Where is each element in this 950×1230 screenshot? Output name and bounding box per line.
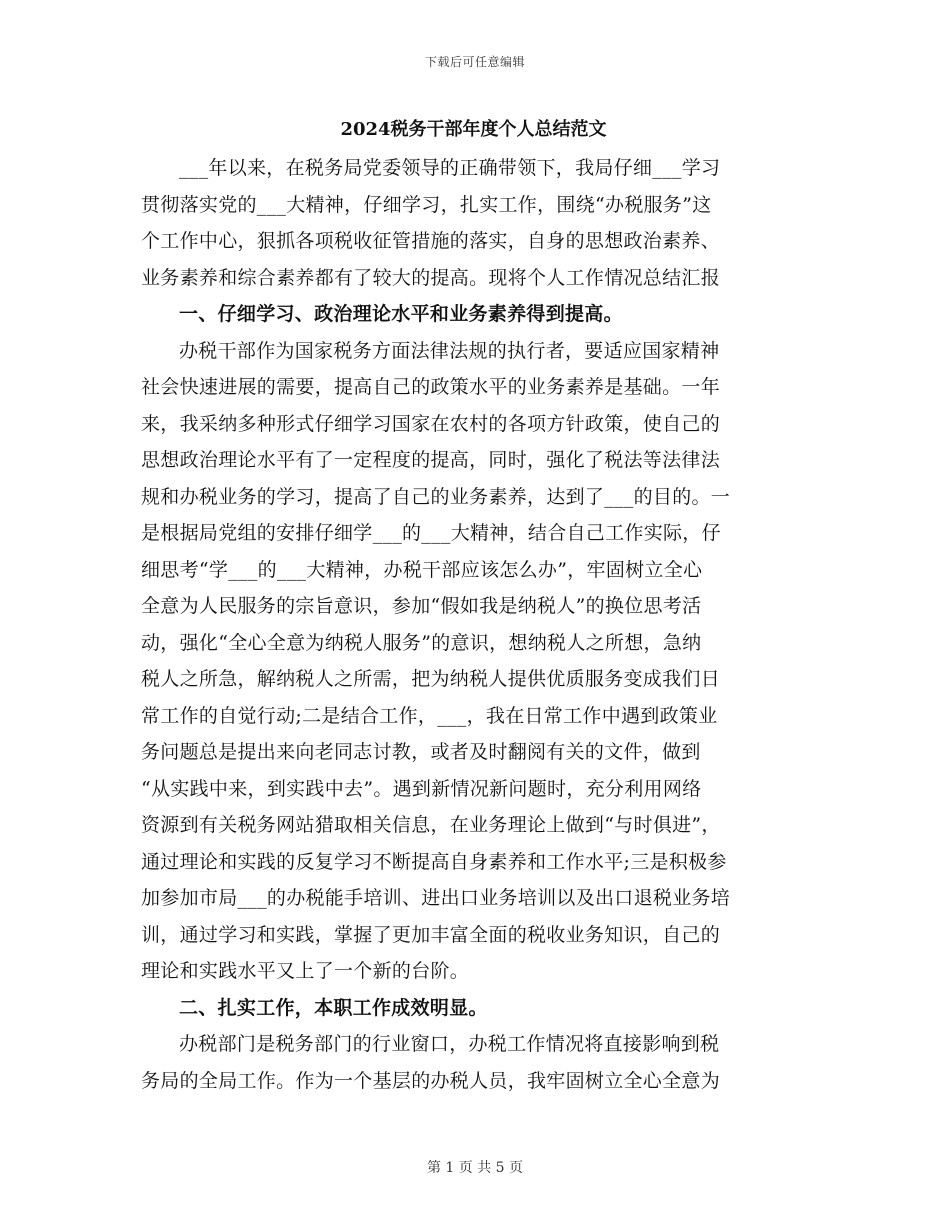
paragraph-line: 务局的全局工作。作为一个基层的办税人员，我牢固树立全心全意为: [141, 1069, 721, 1092]
paragraph-line: 务问题总是提出来向老同志讨教，或者及时翻阅有关的文件，做到: [141, 741, 701, 763]
paragraph-line: 动，强化“全心全意为纳税人服务”的意识，想纳税人之所想，急纳: [141, 631, 702, 654]
paragraph-line: 税人之所急，解纳税人之所需，把为纳税人提供优质服务变成我们日: [141, 668, 721, 690]
paragraph-line: 训，通过学习和实践，掌握了更加丰富全面的税收业务知识，自己的: [141, 923, 721, 946]
paragraph-line: 业务素养和综合素养都有了较大的提高。现将个人工作情况总结汇报: [141, 266, 721, 289]
paragraph-line: 来，我采纳多种形式仔细学习国家在农村的各项方针政策，使自己的: [141, 412, 721, 435]
paragraph-line: 加参加市局___的办税能手培训、进出口业务培训以及出口退税业务培: [141, 887, 731, 909]
section-2-paragraph: [141, 1026, 806, 1099]
section-1-paragraph: [141, 333, 806, 990]
intro-paragraph: [141, 150, 806, 296]
page-number-footer: 第 1 页 共 5 页: [426, 1160, 524, 1176]
paragraph-line: 通过理论和实践的反复学习不断提高自身素养和工作水平;三是积极参: [141, 850, 727, 873]
document-title: 2024税务干部年度个人总结范文: [340, 119, 607, 140]
paragraph-line: 资源到有关税务网站猎取相关信息，在业务理论上做到“与时俱进”，: [141, 814, 721, 836]
paragraph-line: 办税干部作为国家税务方面法律法规的执行者，要适应国家精神: [179, 339, 720, 362]
paragraph-line: 个工作中心，狠抓各项税收征管措施的落实，自身的思想政治素养、: [141, 230, 721, 252]
paragraph-line: 社会快速进展的需要，提高自己的政策水平的业务素养是基础。一年: [141, 376, 721, 398]
paragraph-line: 思想政治理论水平有了一定程度的提高，同时，强化了税法等法律法: [141, 449, 721, 471]
paragraph-line: 贯彻落实党的___大精神，仔细学习，扎实工作，围绕“办税服务”这: [141, 193, 712, 216]
paragraph-line: 全意为人民服务的宗旨意识，参加“假如我是纳税人”的换位思考活: [141, 595, 702, 617]
paragraph-line: 细思考“学___的___大精神，办税干部应该怎么办”，牢固树立全心: [141, 558, 703, 581]
paragraph-line: 规和办税业务的学习，提高了自己的业务素养，达到了___的目的。一: [141, 485, 731, 508]
document-body: [141, 110, 806, 1099]
paragraph-line: 常工作的自觉行动;二是结合工作，___，我在日常工作中遇到政策业: [141, 704, 718, 727]
section-heading-1: 一、仔细学习、政治理论水平和业务素养得到提高。: [179, 303, 623, 325]
paragraph-line: 办税部门是税务部门的行业窗口，办税工作情况将直接影响到税: [179, 1033, 720, 1055]
page-header-note: 下载后可任意编辑: [424, 55, 525, 69]
paragraph-line: “从实践中来，到实践中去”。遇到新情况新问题时，充分利用网络: [141, 777, 702, 800]
paragraph-line: 理论和实践水平又上了一个新的台阶。: [141, 960, 470, 982]
section-heading-2: 二、扎实工作，本职工作成效明显。: [179, 996, 488, 1019]
paragraph-line: 是根据局党组的安排仔细学___的___大精神，结合自己工作实际，仔: [141, 522, 721, 544]
paragraph-line: ___年以来，在税务局党委领导的正确带领下，我局仔细___学习: [179, 157, 721, 179]
